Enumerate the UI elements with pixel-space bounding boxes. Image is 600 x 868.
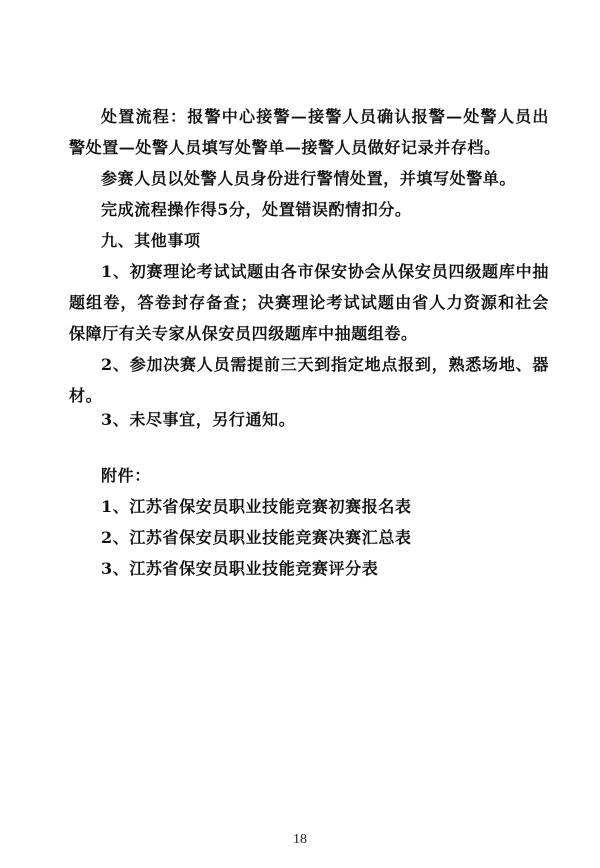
attachment-item-preliminary-registration: 1、江苏省保安员职业技能竞赛初赛报名表 [101, 497, 412, 516]
section-heading-other-matters: 九、其他事项 [101, 231, 201, 250]
paragraph-scoring: 完成流程操作得5分，处置错误酌情扣分。 [101, 200, 412, 219]
page-number: 18 [293, 832, 307, 847]
list-item-other-notice: 3、未尽事宜，另行通知。 [101, 410, 296, 429]
paragraph-process-flow: 处置流程：报警中心接警—接警人员确认报警—处警人员出警处置—处警人员填写处警单—接警人员做好记录并存档。 [69, 107, 549, 157]
attachment-item-scoring-sheet: 3、江苏省保安员职业技能竞赛评分表 [101, 559, 379, 578]
list-item-final-registration: 2、参加决赛人员需提前三天到指定地点报到，熟悉场地、器材。 [69, 355, 549, 405]
attachments-label: 附件： [101, 466, 151, 485]
paragraph-participant-role: 参赛人员以处警人员身份进行警情处置，并填写处警单。 [101, 169, 517, 188]
list-item-exam-questions: 1、初赛理论考试试题由各市保安协会从保安员四级题库中抽题组卷，答卷封存备查；决赛理论考试试题由省人力资源和社会保障厅有关专家从保安员四级题库中抽题组卷。 [69, 262, 549, 343]
attachment-item-final-summary: 2、江苏省保安员职业技能竞赛决赛汇总表 [101, 528, 412, 547]
